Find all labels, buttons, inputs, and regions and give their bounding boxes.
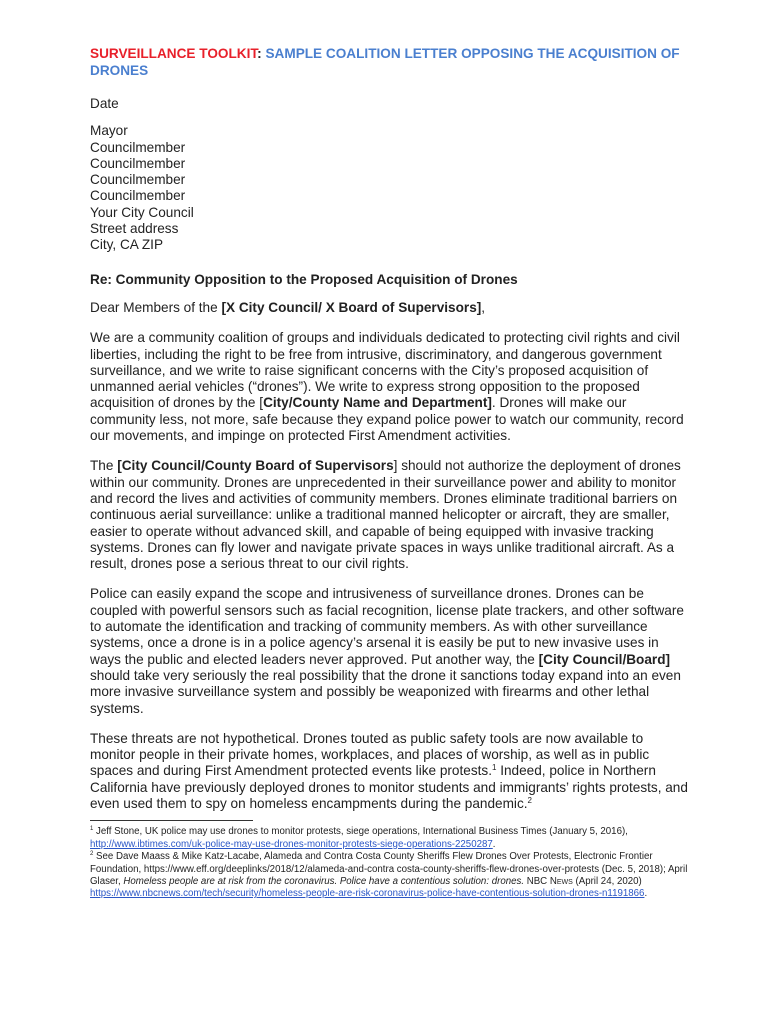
paragraph-text: ] should not authorize the deployment of drones within our community. Drones are unprecedented in their surveillance power and ability to monitor and record the lives and activities of community members. Drones eliminate traditional barriers on continuous aerial surveillance: unlike a traditional manned helicopter or aircraft, they are smaller, easier to operate without advanced skill, and capable of being equipped with invasive tracking systems. Drones can fly lower and navigate private spaces in ways unlike traditional aircraft. As a result, drones pose a serious threat to our civil rights. bbox=[90, 458, 681, 572]
address-line: Your City Council bbox=[90, 204, 194, 220]
footnote-ref-1[interactable]: 1 bbox=[491, 763, 497, 773]
footnote-text: See Dave Maass & Mike Katz-Lacabe, Alameda and Contra Costa County Sheriffs Flew Drones Over Protests, Electronic Frontier Foundation, https://www.eff.org/deeplinks/2018/12/alameda-and-contra costa-county-sheriffs-flew-drones-over-protests (Dec. 5, 2018); April Glaser, bbox=[90, 851, 688, 887]
salutation-recipient: [X City Council/ X Board of Supervisors] bbox=[221, 299, 482, 315]
address-block bbox=[90, 123, 690, 253]
salutation-prefix: Dear Members of the bbox=[90, 299, 222, 315]
paragraph-text: These threats are not hypothetical. Drones touted as public safety tools are now available to monitor people in their private homes, workplaces, and places of worship, as well as in public spaces and during First Amendment protected events like protests. bbox=[90, 730, 650, 779]
footnote-separator bbox=[90, 820, 253, 821]
placeholder-bold: [City Council/Board] bbox=[538, 651, 671, 667]
footnote-number: 2 bbox=[90, 851, 94, 858]
address-line: Councilmember bbox=[90, 172, 186, 188]
source-name: NBC News bbox=[524, 875, 573, 887]
paragraph-text: Indeed, police in Northern California have previously deployed drones to monitor students and immigrants’ rights protests, and even used them to spy on homeless encampments during the pandemic. bbox=[90, 763, 688, 811]
placeholder-bold: [City Council/County Board of Supervisors bbox=[117, 458, 394, 474]
footnote-end: . bbox=[644, 888, 648, 900]
paragraph-text: Police can easily expand the scope and intrusiveness of surveillance drones. Drones can be coupled with powerful sensors such as facial recognition, license plate trackers, and other software to automate the identification and tracking of community members. As with other surveillance systems, once a drone is in a police agency’s arsenal it is easily be put to new invasive uses in ways the public and elected leaders never approved. Put another way, the bbox=[90, 586, 684, 667]
paragraph-4 bbox=[90, 731, 690, 812]
paragraph-text: should take very seriously the real possibility that the drone it sanctions today expand into an even more invasive surveillance system and possibly be weaponized with firearms and other lethal systems. bbox=[90, 667, 681, 716]
date-line: Date bbox=[90, 96, 119, 111]
address-line: City, CA ZIP bbox=[90, 237, 164, 253]
footnote-text: Jeff Stone, UK police may use drones to monitor protests, siege operations, International Business Times (January 5, 2016), bbox=[93, 826, 628, 838]
address-line: Councilmember bbox=[90, 188, 186, 204]
placeholder-bold: City/County Name and Department] bbox=[263, 395, 492, 411]
paragraph-text: The bbox=[90, 458, 118, 474]
address-line: Mayor bbox=[90, 123, 128, 139]
salutation bbox=[90, 300, 690, 316]
subject-line: Re: Community Opposition to the Proposed Acquisition of Drones bbox=[90, 271, 518, 287]
letter-page bbox=[90, 46, 690, 901]
address-line: Councilmember bbox=[90, 155, 186, 171]
toolkit-label: SURVEILLANCE TOOLKIT bbox=[90, 46, 258, 61]
paragraph-text: . Drones will make our community less, not more, safe because they expand police power to watch our community, record our movements, and impinge on protected First Amendment activities. bbox=[90, 395, 684, 444]
address-line: Councilmember bbox=[90, 139, 186, 155]
paragraph-text: We are a community coalition of groups and individuals dedicated to protecting civil rights and civil liberties, including the right to be free from intrusive, discriminatory, and dangerous government surveillance, and we write to raise significant concerns with the City’s proposed acquisition of unmanned aerial vehicles (“drones”). We write to express strong opposition to the proposed acquisition of drones by the [ bbox=[90, 330, 680, 411]
title-text: SAMPLE COALITION LETTER OPPOSING THE ACQUISITION OF DRONES bbox=[90, 46, 680, 78]
footnote-date: (April 24, 2020) bbox=[572, 875, 642, 887]
address-line: Street address bbox=[90, 221, 179, 237]
paragraph-1 bbox=[90, 330, 690, 444]
paragraph-2 bbox=[90, 458, 690, 572]
document-title bbox=[90, 46, 690, 79]
footnote-2 bbox=[90, 851, 690, 901]
article-title: Homeless people are at risk from the coronavirus. Police have a contentious solution: drones. bbox=[123, 875, 525, 887]
footnote-1 bbox=[90, 826, 690, 851]
footnote-ref-2[interactable]: 2 bbox=[527, 795, 532, 805]
footnote-1-link[interactable]: http://www.ibtimes.com/uk-police-may-use-drones-monitor-protests-siege-operations-2250287 bbox=[90, 838, 493, 850]
footnote-number: 1 bbox=[90, 826, 94, 833]
footnote-2-link[interactable]: https://www.nbcnews.com/tech/security/homeless-people-are-risk-coronavirus-police-have-contentious-solution-drones-n1191866 bbox=[90, 888, 645, 900]
salutation-suffix: , bbox=[481, 299, 486, 315]
paragraph-3 bbox=[90, 586, 690, 716]
footnote-end: . bbox=[492, 838, 496, 850]
title-colon: : bbox=[257, 46, 262, 61]
